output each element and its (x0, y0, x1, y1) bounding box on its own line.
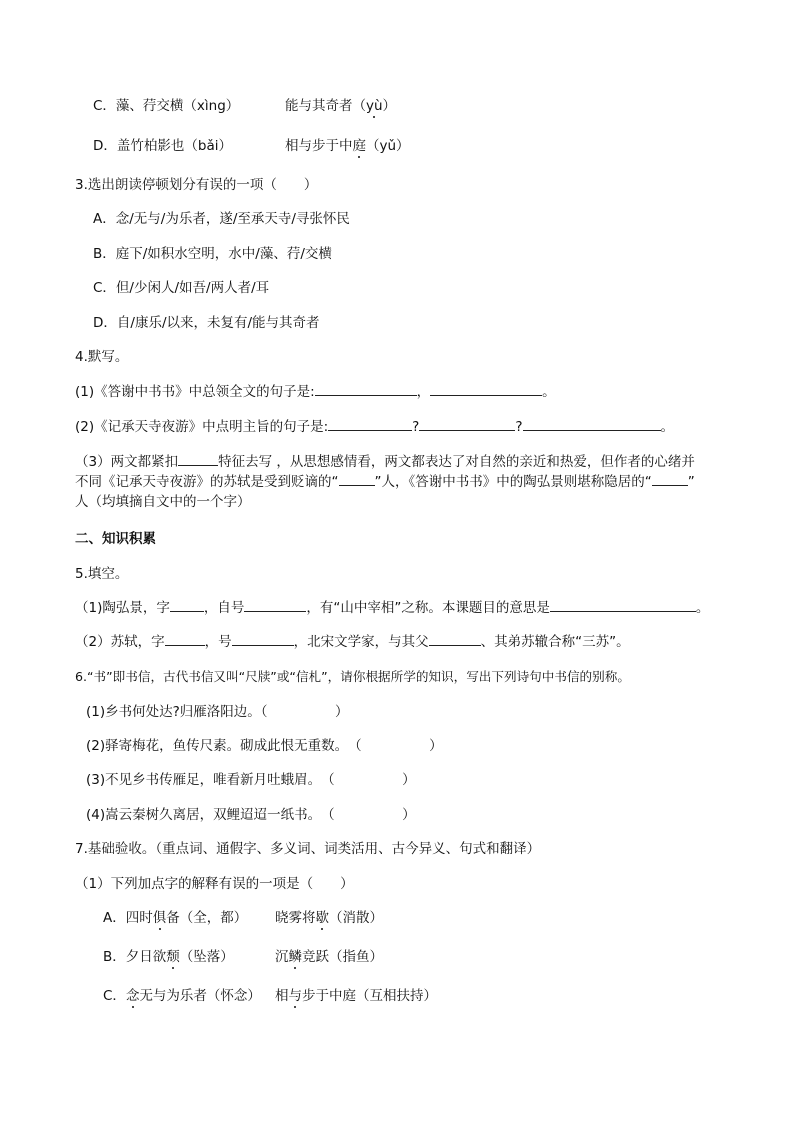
question-4-item-2: (2)《记承天寺夜游》中点明主旨的句子是: ? ? 。 (75, 419, 675, 435)
question-7-option-c-left: C．念无与为乐者（怀念） (103, 988, 261, 1004)
question-4-item-3-line-2: 不同《记承天寺夜游》的苏轼是受到贬谪的“ ”人，《答谢中书书》中的陶弘景则堪称隐居的“ ” (75, 474, 695, 490)
question-7-stem: 7.基础验收。（重点词、通假字、多义词、词类活用、古今异义、句式和翻译） (75, 841, 541, 857)
answer-blank[interactable] (328, 418, 412, 431)
question-5-item-2: （2）苏轼，字 ，号 ，北宋文学家，与其父 、其弟苏辙合称“三苏”。 (75, 634, 630, 650)
question-6-stem: 6.“书”即书信，古代书信又叫“尺牍”或“信札”，请你根据所学的知识，写出下列诗句中书信的别称。 (75, 669, 630, 684)
answer-blank[interactable] (244, 599, 306, 612)
answer-blank[interactable] (429, 633, 481, 646)
answer-blank[interactable] (419, 418, 515, 431)
emphasis-dot-char: 歇 (315, 910, 329, 926)
question-3-option-c: C．但/少闲人/如吾/两人者/耳 (93, 280, 270, 296)
question-6-item-1: (1)乡书何处达?归雁洛阳边。（ ） (86, 704, 349, 720)
question-7-option-a-right: 晓雾将歇（消散） (275, 910, 383, 926)
question-3-stem: 3.选出朗读停顿划分有误的一项（ ） (75, 177, 318, 193)
emphasis-dot-char: 念 (125, 988, 140, 1004)
section-heading: 二、知识积累 (75, 531, 156, 547)
emphasis-dot-char: 庭 (352, 138, 366, 154)
answer-blank[interactable] (652, 473, 688, 486)
answer-blank[interactable] (315, 383, 417, 396)
answer-blank[interactable] (232, 633, 294, 646)
question-7-sub-1: （1）下列加点字的解释有误的一项是（ ） (75, 876, 354, 892)
answer-blank[interactable] (550, 599, 696, 612)
question-7-option-c-right: 相与步于中庭（互相扶持） (275, 988, 437, 1004)
option-c-left: C．藻、荇交横（xìng） (93, 98, 240, 114)
emphasis-dot-char: 颓 (166, 949, 180, 965)
question-4-item-3-line-1: （3）两文都紧扣 特征去写 ，从思想感情看，两文都表达了对自然的亲近和热爱，但作者的心绪并 (75, 454, 695, 470)
question-4-stem: 4.默写。 (75, 349, 129, 365)
emphasis-dot-char: 与 (288, 988, 302, 1004)
question-7-option-b-right: 沉鳞竞跃（指鱼） (275, 949, 383, 965)
question-6-item-2: (2)驿寄梅花，鱼传尺素。砌成此恨无重数。 （ ） (86, 738, 443, 754)
question-3-option-d: D．自/康乐/以来，未复有/能与其奇者 (93, 315, 320, 331)
question-4-item-1: (1)《答谢中书书》中总领全文的句子是: ， 。 (75, 384, 556, 400)
question-3-option-a: A．念/无与/为乐者，遂/至承天寺/寻张怀民 (93, 211, 350, 227)
question-5-item-1: （1)陶弘景，字 ，自号 ，有“山中宰相”之称。本课题目的意思是 。 (75, 600, 710, 616)
emphasis-dot-char: 鳞 (288, 949, 302, 965)
option-d-right: 相与步于中庭（yǔ） (285, 138, 410, 154)
answer-blank[interactable] (178, 453, 218, 466)
answer-blank[interactable] (339, 473, 375, 486)
option-c-right: 能与其奇者（yù） (285, 98, 397, 114)
question-3-option-b: B．庭下/如积水空明，水中/藻、荇/交横 (93, 246, 332, 262)
answer-blank[interactable] (523, 418, 661, 431)
question-6-item-3: (3)不见乡书传雁足，唯看新月吐蛾眉。 （ ） (86, 772, 416, 788)
question-6-item-4: (4)嵩云秦树久离居，双鲤迢迢一纸书。 （ ） (86, 807, 416, 823)
answer-blank[interactable] (170, 599, 204, 612)
emphasis-dot-char: yù (366, 98, 383, 114)
emphasis-dot-char: 俱 (152, 910, 167, 926)
question-7-option-b-left: B．夕日欲颓（坠落） (103, 949, 234, 965)
answer-blank[interactable] (165, 633, 205, 646)
question-5-stem: 5.填空。 (75, 566, 129, 582)
question-4-item-3-line-3: 人（均填摘自文中的一个字） (75, 494, 251, 510)
option-d-left: D．盖竹柏影也（bǎi） (93, 138, 232, 154)
question-7-option-a-left: A．四时俱备（全，都） (103, 910, 248, 926)
answer-blank[interactable] (430, 383, 542, 396)
